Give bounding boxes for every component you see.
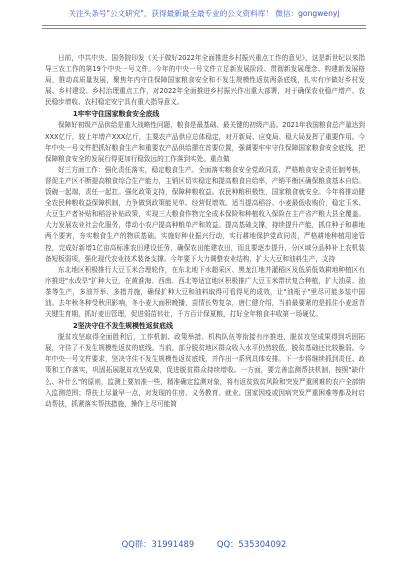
article-body xyxy=(45,53,365,410)
paragraph-three-tasks: 好三方面工作：强化责任落实，稳定粮食生产。全面落实粮食安全党政同责，严格粮食安全责任制考核，督促主产区不断提高粮食综合生产能力，主销区切实稳定和提高粮食自给率，产销平衡区确保粮食基本自给。饭碗一起端，责任一起扛。强化政策支持，保障种粮收益。农民种粮积极性，国家粮食就安全。今年将推动健全农民种粮收益保障机制，力争做到政策能见单、经营促增效。适当提高稻谷、小麦最低收购价，稳定玉米、大豆生产者补贴和稻谷补贴政策，实现三大粮食作物完全成本保险和种植收入保险在主产省产粮大县全覆盖。大力发展农业社会化服务，带动小农户提高种粮单产和效益。提高基础支撑，持续提升产能，抓住种子和耕地两个要害，夯实粮食生产的物质基础。实施好种业振兴行动，实行耕地保护党政同责，严格耕地种植用途管控，完成好新增1亿亩高标准农田建设任务，确保农田能建农田，而且要逐步提升，分区域分品种补上农机装备短板弱项，强化现代农业技术装备支撑。今年要下大力调整农业结构，扩大大豆和油料生产，支持 xyxy=(45,165,365,263)
section-heading-poverty: 2坚决守住不发生规模性返贫底线 xyxy=(73,322,173,331)
footer-contact xyxy=(0,538,408,550)
section-heading-food-security: 1牢牢守住国家粮食安全底线 xyxy=(73,110,160,119)
paragraph-northeast: 东北地区积极推行大豆玉米合理轮作，在东北地下水超采区、黑龙江地井灌稻区及低质低效耕地种植区有序推进"水改旱"扩种大豆，在黄淮海、西南、西北等适宜地区积极推广大豆玉米带状复合种植，扩大油菜、油茶等生产，多油并举、多措并施，确保扩种大豆和油料取得可看得见的成效，让"油瓶子"里尽可能多装中国油。去年秋冬种受秋汛影响，冬小麦大面积晚播，苗情长势复杂，唐仁健介绍，当前最要紧的是抓住小麦返青关键生育期，抓好麦田管理，促进弱苗转壮，千方百计保夏粮，打好全年粮食丰收第一场硬仗。 xyxy=(45,265,365,319)
paragraph-food-security: 保障好初级产品供给是重大战略性问题，粮食是最基础、最关键的初级产品。2021年我国粮食总产量达到XXX亿斤，较上年增产XXX亿斤，主要农产品供应总体稳定，对开新局、应变局、稳大局发挥了重要作用。今年中央一号文件把抓好粮食生产和重要农产品供给摆在首要位置，强调要牢牢守住保障国家粮食安全底线，把保障粮食安全的发展行得更加行稳致远的工作落到实处。重点做 xyxy=(45,121,365,163)
footer-qq: QQ：535304092 xyxy=(216,539,287,549)
header-banner: 关注头条号"公文研究"，获得最新最全最专业的公文资料库！ 微信：gongwenyj xyxy=(68,9,340,18)
header-rule xyxy=(42,25,366,26)
footer-qq-group: QQ群：31991489 xyxy=(121,539,195,549)
paragraph-poverty: 脱贫攻坚取得全面胜利后，工作机制、政策举措、机构队伍等衔接有序推进，脱贫攻坚成果得到巩固拓展，守住了不发生规模性返贫的底线。当前，部分脱贫地区群众收入水平仍然较低，脱贫基础还比较脆弱。今年中央一号文件要求，坚决守住不发生规模性返贫底线，并作出一系列具体安排。下一步将继续抓到责任、政策和工作落实，巩固拓展脱贫攻坚成果，促进脱贫群众持续增收。一方面，要完善监测帮扶机制，按照"缺什么、补什么"的原则，监测上要加准一些，精准确定监测对象，将有返贫致贫风险和突发严重困难的农户全部纳入监测范围；帮扶上尽量早一点，对发现的住房、义务教育、就业、国家因疫或因病突发严重困难等都及时启动帮扶，抓紧落实帮扶措施，操作上尽可能简 xyxy=(45,333,365,408)
header-rule-secondary xyxy=(42,28,366,29)
paragraph-intro: 日前，中共中央、国务院印发《关于做好2022年全面推进乡村振兴重点工作的意见》，这是新世纪以来指导三农工作的第19个中央一号文件。今年的中央一号文件立足新发展阶段、贯彻新发展理念、构建新发展格局，推动高质量发展，聚焦年内守住保障国家粮食安全和不发生规模性返贫两条底线，扎实有序做好乡村发展、乡村建设、乡村治理重点工作，对2022年全面推进乡村振兴作出重大部署，对于确保农业稳产增产、农民稳步增收、农村稳定安宁具有重大指导意义。 xyxy=(45,54,365,107)
